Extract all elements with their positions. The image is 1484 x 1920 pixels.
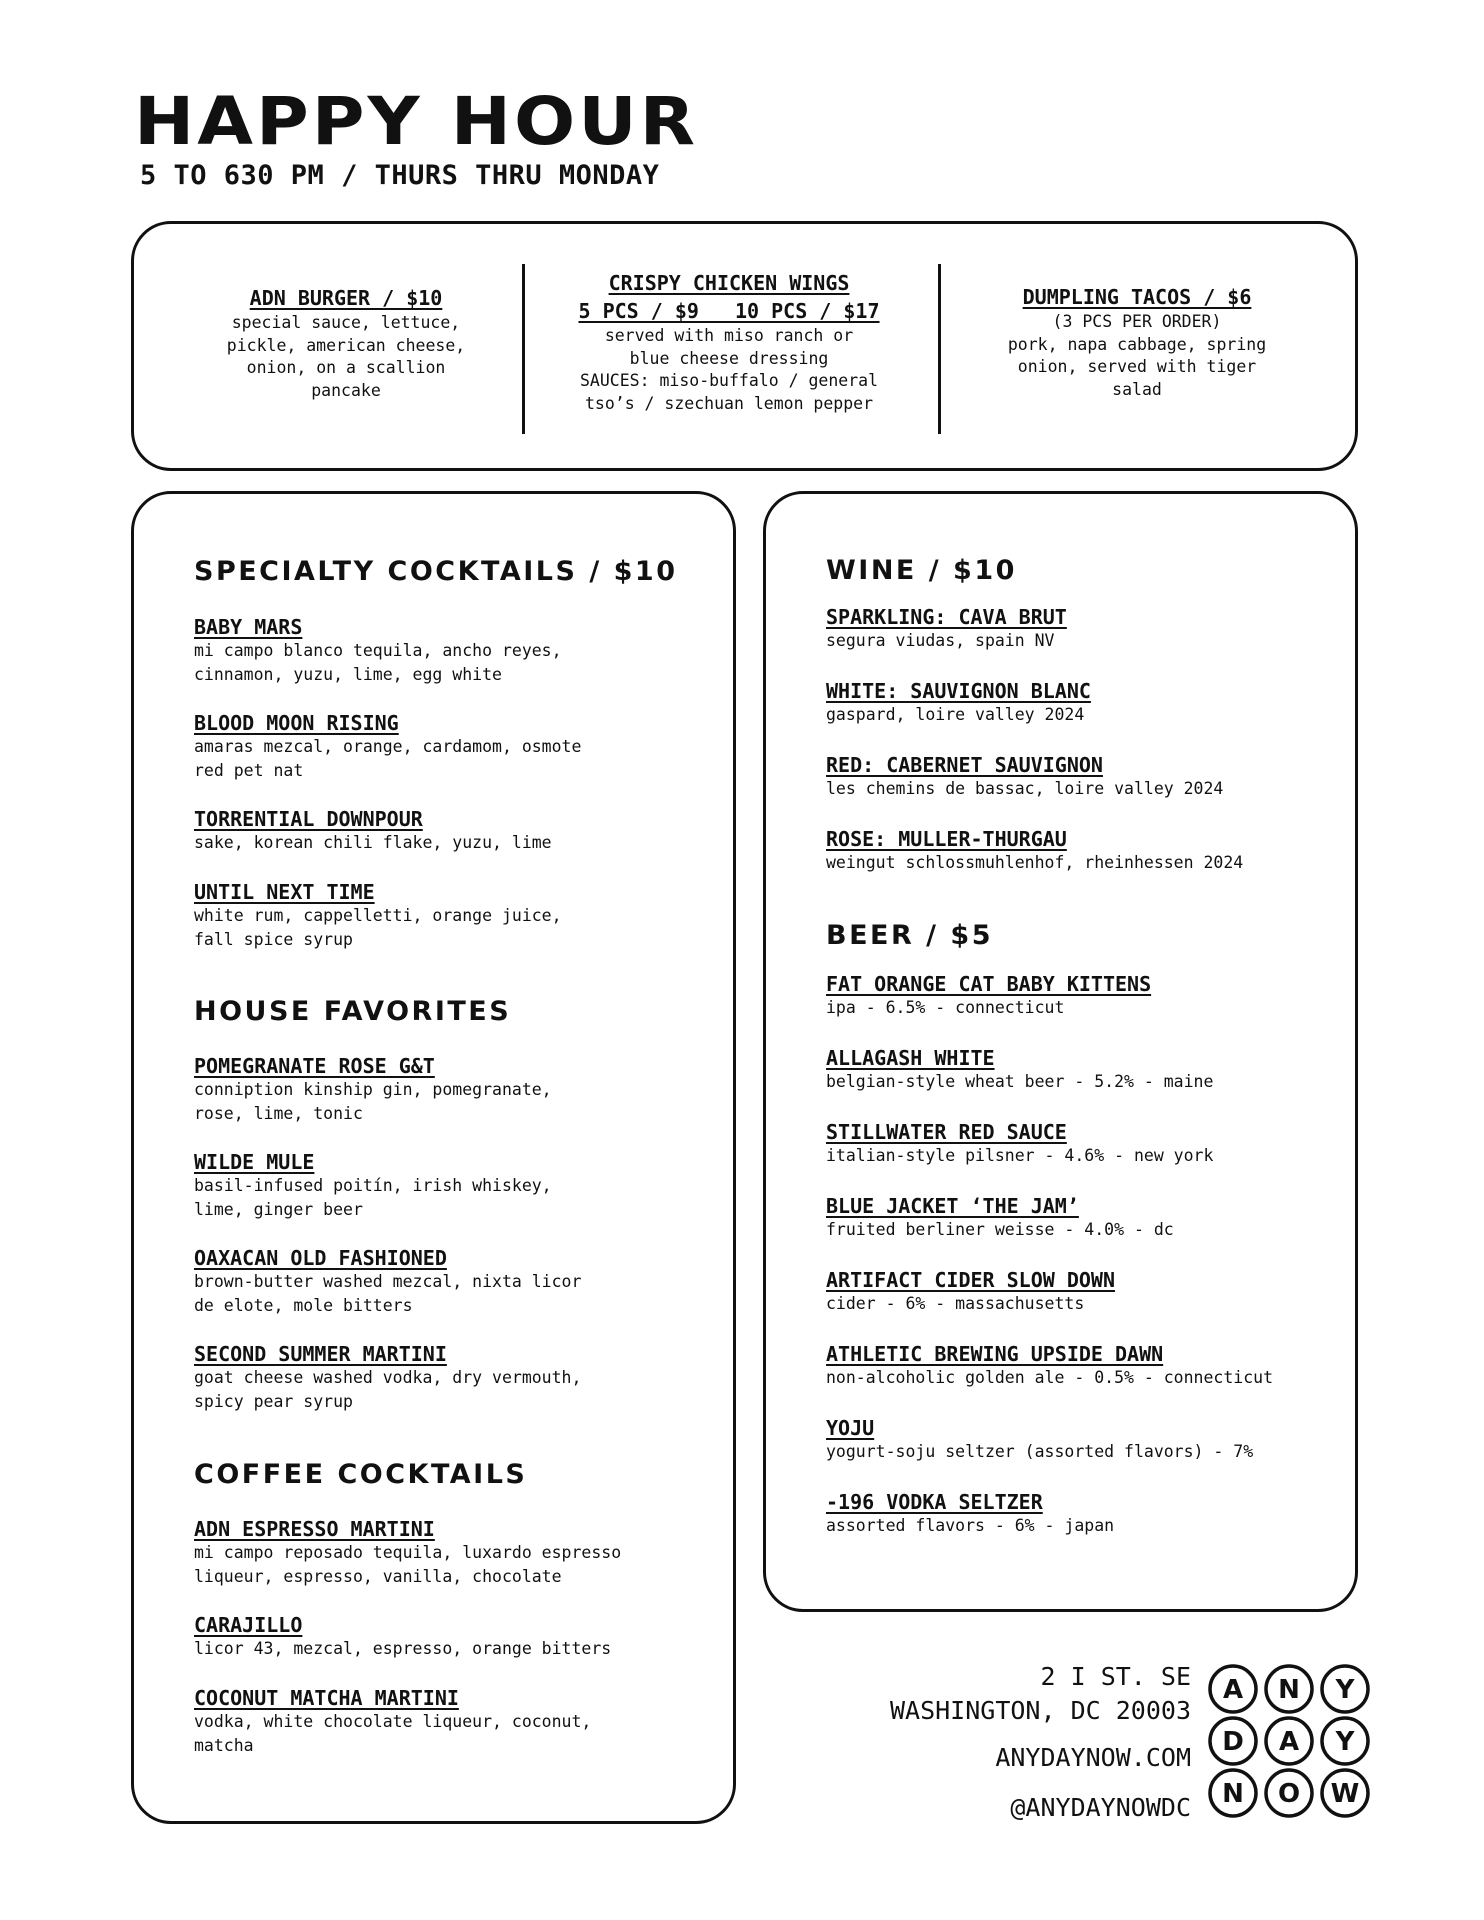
menu-item (826, 1046, 1213, 1094)
item-desc-line: vodka, white chocolate liqueur, coconut, (194, 1712, 592, 1731)
food-item-burger (194, 284, 498, 402)
item-desc-line: segura viudas, spain NV (826, 631, 1055, 650)
menu-item (826, 972, 1151, 1020)
section-heading-specialty: SPECIALTY COCKTAILS / $10 (194, 556, 678, 587)
item-name: ATHLETIC BREWING UPSIDE DAWN (826, 1342, 1164, 1366)
menu-item (826, 827, 1243, 875)
food-title: DUMPLING TACOS / $6 (1022, 285, 1252, 309)
item-desc-line: red pet nat (194, 760, 304, 780)
item-desc-line: mi campo blanco tequila, ancho reyes, (194, 641, 562, 660)
item-desc-line: cider - 6% - massachusetts (826, 1294, 1085, 1313)
item-name: BLOOD MOON RISING (194, 711, 399, 735)
item-name: TORRENTIAL DOWNPOUR (194, 807, 423, 831)
item-name: WHITE: SAUVIGNON BLANC (826, 679, 1091, 703)
logo-letter: Y (1335, 1675, 1355, 1705)
item-desc-line: licor 43, mezcal, espresso, orange bitters (194, 1639, 612, 1658)
food-desc-line: pork, napa cabbage, spring (1007, 334, 1267, 354)
item-name: BLUE JACKET ‘THE JAM’ (826, 1194, 1079, 1218)
item-desc-line: de elote, mole bitters (194, 1295, 413, 1315)
item-desc-line: gaspard, loire valley 2024 (826, 705, 1085, 724)
item-name: ROSE: MULLER-THURGAU (826, 827, 1067, 851)
menu-item (826, 679, 1091, 727)
section-heading-house: HOUSE FAVORITES (194, 996, 512, 1027)
menu-item (826, 1416, 1253, 1464)
item-name: POMEGRANATE ROSE G&T (194, 1054, 435, 1078)
item-name: SPARKLING: CAVA BRUT (826, 605, 1067, 629)
menu-item (194, 1686, 591, 1757)
food-desc-line: pancake (311, 380, 381, 400)
menu-item (826, 1342, 1273, 1390)
logo-letter: W (1330, 1779, 1360, 1809)
item-desc-line: white rum, cappelletti, orange juice, (194, 906, 562, 925)
item-desc-line: ipa - 6.5% - connecticut (826, 998, 1065, 1017)
menu-item (826, 1268, 1115, 1316)
item-name: -196 VODKA SELTZER (826, 1490, 1043, 1514)
logo-letter: O (1277, 1779, 1301, 1809)
logo-letter: D (1222, 1727, 1244, 1757)
food-title-prices: 5 PCS / $9 10 PCS / $17 (578, 299, 880, 323)
section-heading-wine: WINE / $10 (826, 555, 1017, 586)
wine-beer-box (763, 491, 1358, 1612)
food-title: ADN BURGER / $10 (249, 286, 443, 310)
menu-item (826, 1490, 1114, 1538)
menu-item (826, 753, 1223, 801)
item-name: FAT ORANGE CAT BABY KITTENS (826, 972, 1152, 996)
item-name: COCONUT MATCHA MARTINI (194, 1686, 459, 1710)
logo-letter: Y (1335, 1727, 1355, 1757)
menu-item (194, 615, 562, 686)
food-desc-line: salad (1112, 379, 1162, 399)
item-desc-line: cinnamon, yuzu, lime, egg white (194, 664, 502, 684)
menu-item (194, 1613, 611, 1661)
page-title: HAPPY HOUR (134, 82, 699, 160)
item-desc-line: rose, lime, tonic (194, 1103, 363, 1123)
item-desc-line: fruited berliner weisse - 4.0% - dc (826, 1220, 1174, 1239)
food-desc-line: SAUCES: miso-buffalo / general (579, 371, 878, 390)
item-desc-line: sake, korean chili flake, yuzu, lime (194, 833, 552, 852)
item-name: RED: CABERNET SAUVIGNON (826, 753, 1103, 777)
food-desc-line: served with miso ranch or (604, 326, 854, 345)
item-name: OAXACAN OLD FASHIONED (194, 1246, 447, 1270)
logo-letter: A (1222, 1675, 1244, 1705)
address-street: 2 I ST. SE (1040, 1662, 1191, 1691)
menu-item (194, 1054, 552, 1125)
item-desc-line: italian-style pilsner - 4.6% - new york (826, 1146, 1214, 1165)
section-heading-beer: BEER / $5 (826, 920, 993, 951)
logo-letter: A (1278, 1727, 1300, 1757)
item-desc-line: weingut schlossmuhlenhof, rheinhessen 2024 (826, 853, 1244, 872)
menu-item (826, 1194, 1174, 1242)
page-subtitle: 5 TO 630 PM / THURS THRU MONDAY (140, 160, 660, 191)
logo-letter: N (1222, 1779, 1244, 1809)
website-link[interactable]: ANYDAYNOW.COM (995, 1743, 1191, 1772)
anydaynow-logo (1207, 1663, 1371, 1819)
food-item-wings (544, 269, 914, 415)
food-specials-box (131, 221, 1358, 471)
menu-item (826, 605, 1067, 653)
food-desc-line: onion, on a scallion (246, 358, 446, 377)
food-desc-line: tso’s / szechuan lemon pepper (584, 393, 874, 413)
address-city: WASHINGTON, DC 20003 (889, 1696, 1191, 1725)
menu-item (194, 880, 562, 951)
section-heading-coffee: COFFEE COCKTAILS (194, 1459, 528, 1490)
food-title: CRISPY CHICKEN WINGS (608, 271, 850, 295)
item-desc-line: non-alcoholic golden ale - 0.5% - connecticut (826, 1368, 1274, 1387)
item-desc-line: yogurt-soju seltzer (assorted flavors) - 7% (826, 1442, 1254, 1461)
item-desc-line: spicy pear syrup (194, 1391, 353, 1411)
column-divider (522, 264, 525, 434)
item-name: CARAJILLO (194, 1613, 303, 1637)
item-name: ARTIFACT CIDER SLOW DOWN (826, 1268, 1115, 1292)
item-desc-line: matcha (194, 1735, 254, 1755)
menu-item (194, 1246, 581, 1317)
item-name: SECOND SUMMER MARTINI (194, 1342, 447, 1366)
food-desc-line: pickle, american cheese, (226, 335, 466, 355)
menu-item (194, 807, 552, 855)
item-desc-line: liqueur, espresso, vanilla, chocolate (194, 1566, 562, 1586)
food-item-tacos (964, 283, 1310, 401)
food-desc-line: onion, served with tiger (1017, 357, 1257, 376)
social-handle[interactable]: @ANYDAYNOWDC (1010, 1793, 1191, 1822)
item-desc-line: fall spice syrup (194, 929, 353, 949)
menu-item (194, 1150, 552, 1221)
food-desc-line: (3 PCS PER ORDER) (1052, 312, 1222, 331)
menu-item (194, 1517, 621, 1588)
menu-item (194, 1342, 581, 1413)
menu-item (826, 1120, 1213, 1168)
item-name: WILDE MULE (194, 1150, 315, 1174)
item-desc-line: lime, ginger beer (194, 1199, 363, 1219)
item-desc-line: amaras mezcal, orange, cardamom, osmote (194, 737, 582, 756)
item-name: ADN ESPRESSO MARTINI (194, 1517, 435, 1541)
food-desc-line: special sauce, lettuce, (231, 313, 461, 332)
address-block (890, 1660, 1191, 1828)
menu-item (194, 711, 581, 782)
item-name: BABY MARS (194, 615, 303, 639)
food-desc-line: blue cheese dressing (629, 348, 829, 368)
item-name: UNTIL NEXT TIME (194, 880, 375, 904)
item-desc-line: basil-infused poitín, irish whiskey, (194, 1176, 552, 1195)
item-name: YOJU (826, 1416, 875, 1440)
item-desc-line: belgian-style wheat beer - 5.2% - maine (826, 1072, 1214, 1091)
column-divider (938, 264, 941, 434)
item-desc-line: assorted flavors - 6% - japan (826, 1516, 1115, 1535)
logo-letter: N (1278, 1675, 1300, 1705)
cocktails-box (131, 491, 736, 1824)
item-desc-line: conniption kinship gin, pomegranate, (194, 1080, 552, 1099)
item-desc-line: brown-butter washed mezcal, nixta licor (194, 1272, 582, 1291)
item-name: STILLWATER RED SAUCE (826, 1120, 1067, 1144)
item-desc-line: mi campo reposado tequila, luxardo espresso (194, 1543, 622, 1562)
item-desc-line: goat cheese washed vodka, dry vermouth, (194, 1368, 582, 1387)
item-desc-line: les chemins de bassac, loire valley 2024 (826, 779, 1224, 798)
item-name: ALLAGASH WHITE (826, 1046, 995, 1070)
